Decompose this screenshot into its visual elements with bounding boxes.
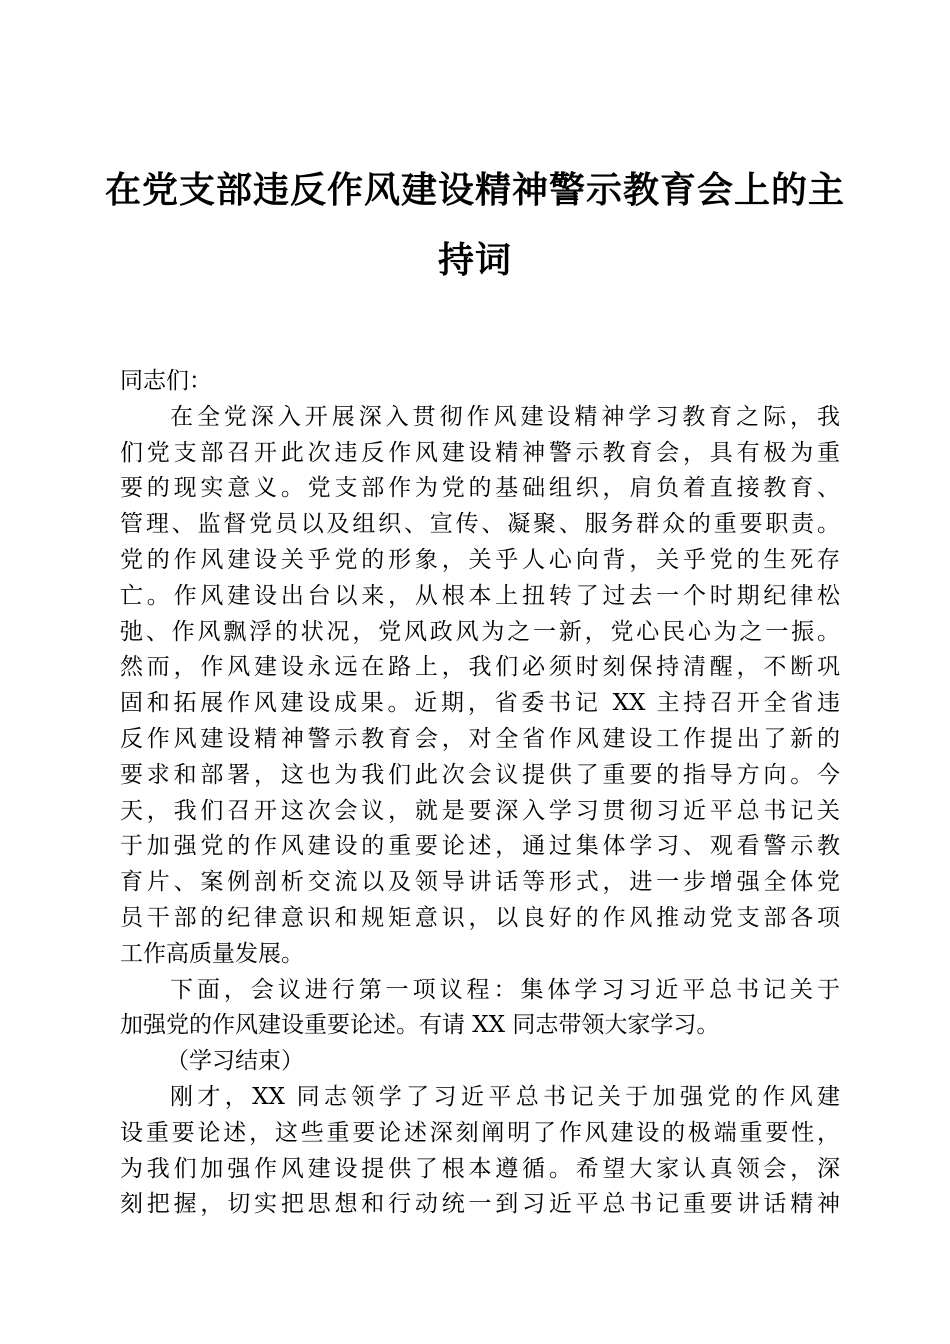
body-text-line: 员干部的纪律意识和规矩意识，以良好的作风推动党支部各项 <box>120 904 840 931</box>
body-text-line: 设重要论述，这些重要论述深刻阐明了作风建设的极端重要性， <box>120 1119 840 1146</box>
body-text-line: 党的作风建设关乎党的形象，关乎人心向背，关乎党的生死存 <box>120 546 840 573</box>
body-text-line: 天，我们召开这次会议，就是要深入学习贯彻习近平总书记关 <box>120 797 840 824</box>
body-text-line: 同志们： <box>120 368 212 394</box>
body-text-line: 工作高质量发展。 <box>120 940 304 967</box>
document-body <box>120 364 840 1223</box>
body-text-line: 亡。作风建设出台以来，从根本上扭转了过去一个时期纪律松 <box>120 582 840 609</box>
body-text-line: 育片、案例剖析交流以及领导讲话等形式，进一步增强全体党 <box>120 869 840 896</box>
body-text-line: 们党支部召开此次违反作风建设精神警示教育会，具有极为重 <box>120 439 840 466</box>
body-text-line: （学习结束） <box>166 1048 304 1075</box>
body-text-line: 加强党的作风建设重要论述。有请 XX 同志带领大家学习。 <box>120 1012 720 1039</box>
body-text-line: 下面，会议进行第一项议程：集体学习习近平总书记关于 <box>170 976 840 1003</box>
body-text-line: 弛、作风飘浮的状况，党风政风为之一新，党心民心为之一振。 <box>120 618 840 645</box>
body-text-line: 管理、监督党员以及组织、宣传、凝聚、服务群众的重要职责。 <box>120 511 840 538</box>
body-text-line: 于加强党的作风建设的重要论述，通过集体学习、观看警示教 <box>120 833 840 860</box>
body-text-line: 为我们加强作风建设提供了根本遵循。希望大家认真领会，深 <box>120 1155 840 1182</box>
body-text-line: 固和拓展作风建设成果。近期，省委书记 XX 主持召开全省违 <box>120 690 840 717</box>
body-text-line: 然而，作风建设永远在路上，我们必须时刻保持清醒，不断巩 <box>120 654 840 681</box>
body-text-line: 在全党深入开展深入贯彻作风建设精神学习教育之际，我 <box>170 403 840 430</box>
body-text-line: 要求和部署，这也为我们此次会议提供了重要的指导方向。今 <box>120 761 840 788</box>
body-text-line: 要的现实意义。党支部作为党的基础组织，肩负着直接教育、 <box>120 475 840 502</box>
body-text-line: 刻把握，切实把思想和行动统一到习近平总书记重要讲话精神 <box>120 1191 840 1218</box>
body-text-line: 反作风建设精神警示教育会，对全省作风建设工作提出了新的 <box>120 725 840 752</box>
body-text-line: 刚才，XX 同志领学了习近平总书记关于加强党的作风建 <box>170 1083 840 1110</box>
document-title-line-1: 在党支部违反作风建设精神警示教育会上的主 <box>104 169 845 211</box>
document-title-line-2: 持词 <box>437 239 512 281</box>
